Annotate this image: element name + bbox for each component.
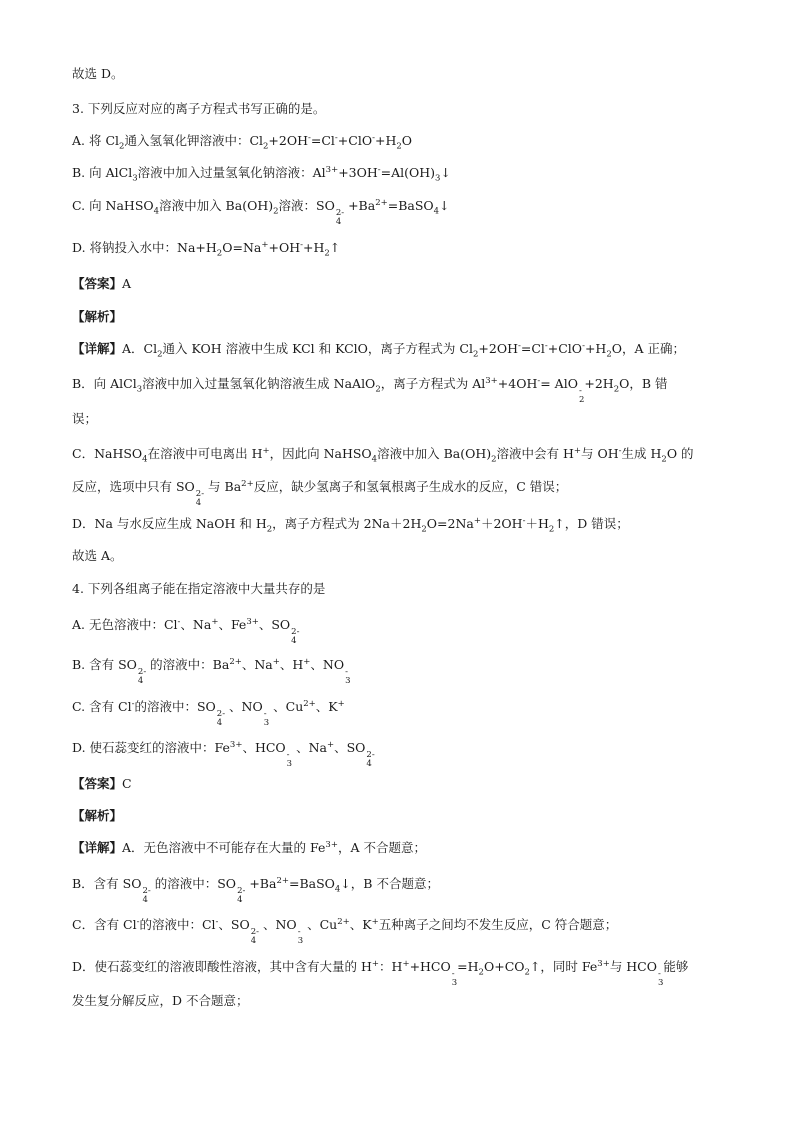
text-line: 故选 D。	[72, 66, 124, 81]
detail-line: 【详解】A．$Cl_2$通入 KOH 溶液中生成 KCl 和 KClO，离子方程式为 $Cl_2+2OH^-=Cl^-+ClO^-+H_2O$，A 正确；	[72, 340, 685, 360]
question-4-option-d: D. 使石蕊变红的溶液中：$Fe^{3+}$、HCO - 3 、Na+、SO 2- 4	[72, 739, 375, 769]
detail-line: 反应，选项中只有 SO 2- 4 与 $Ba^{2+}$反应，缺少氢离子和氢氧根离子生成水的反应，C 错误；	[72, 478, 568, 508]
question-4-option-c: C. 含有 Cl-的溶液中：SO 2- 4 、NO - 3 、$Cu^{2+}$、K+	[72, 698, 345, 728]
question-3-option-a: A. 将 $Cl_2$通入氢氧化钾溶液中：$Cl_2+2OH^-=Cl^-+ClO^-+H_2O$	[72, 132, 413, 152]
question-3-option-d: D. 将钠投入水中：$Na+H_2O=Na^++OH^-+H_2↑$	[72, 239, 341, 259]
detail-line: 【详解】A．无色溶液中不可能存在大量的 $Fe^{3+}$，A 不合题意；	[72, 839, 426, 855]
analysis-label: 【解析】	[72, 808, 123, 823]
detail-line: 误；	[72, 411, 98, 426]
question-3-stem: 3. 下列反应对应的离子方程式书写正确的是。	[72, 101, 326, 116]
analysis-label: 【解析】	[72, 309, 123, 324]
detail-line: 发生复分解反应，D 不合题意；	[72, 993, 249, 1008]
detail-line: D．Na 与水反应生成 NaOH 和 $H_2$，离子方程式为 $2Na+2H_2O=2Na^++2OH^-+H_2↑$，D 错误；	[72, 515, 629, 535]
detail-line: D．使石蕊变红的溶液即酸性溶液，其中含有大量的 H+：H++HCO - 3 $=H_2O+CO_2↑$，同时 $Fe^{3+}$与 HCO - 3 能够	[72, 958, 689, 988]
detail-line: C．含有 Cl-的溶液中：Cl-、SO 2- 4 、NO - 3 、$Cu^{2+}$、K+五种离子之间均不发生反应，C 符合题意；	[72, 916, 618, 946]
question-4-stem: 4. 下列各组离子能在指定溶液中大量共存的是	[72, 581, 326, 596]
text-line: 故选 A。	[72, 548, 123, 563]
detail-line: B．含有 SO 2- 4 的溶液中：SO 2- 4 $+Ba^{2+}=BaSO_4↓$，B 不合题意；	[72, 875, 439, 905]
answer-label: 【答案】C	[72, 776, 132, 791]
detail-line: B．向 AlCl$_3$溶液中加入过量氢氧化钠溶液生成 NaAlO$_2$，离子方程式为 $Al^{3+}+4OH^-=$ AlO - 2 $+2H_2O$，B 错	[72, 375, 668, 405]
question-4-option-b: B. 含有 SO 2- 4 的溶液中：$Ba^{2+}$、Na+、H+、NO - 3	[72, 656, 351, 686]
question-3-option-c: C. 向 NaHSO$_4$溶液中加入 $Ba(OH)_2$溶液：SO 2- 4 $+Ba^{2+}=BaSO_4↓$	[72, 197, 450, 227]
question-4-option-a: A. 无色溶液中：Cl-、Na+、$Fe^{3+}$、SO 2- 4	[72, 616, 300, 646]
question-3-option-b: B. 向 AlCl$_3$溶液中加入过量氢氧化钠溶液：$Al^{3+}+3OH^-=Al(OH)_3↓$	[72, 164, 451, 184]
answer-label: 【答案】A	[72, 276, 132, 291]
detail-line: C．NaHSO$_4$在溶液中可电离出 H+，因此向 NaHSO$_4$溶液中加入 $Ba(OH)_2$溶液中会有 H+与 OH-生成 $H_2O$ 的	[72, 445, 694, 465]
